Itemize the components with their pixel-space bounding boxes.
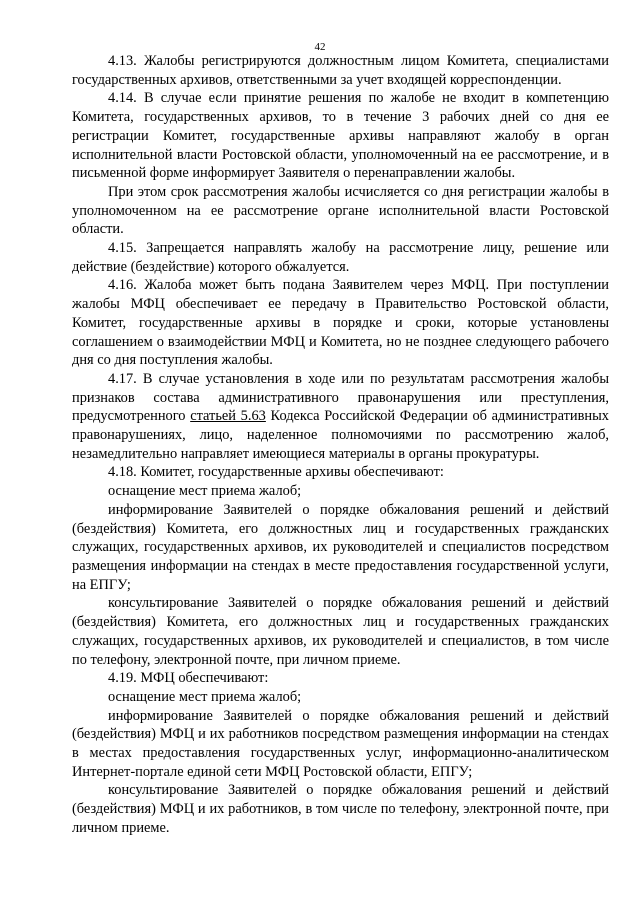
paragraph-4-18-item-equipment: оснащение мест приема жалоб;	[108, 483, 302, 500]
paragraph-4-19-item-consulting: консультирование Заявителей о порядке обжалования решений и действий (бездействия) МФЦ и их работников, в том числе по телефону, электронной почте, при личном приеме.	[72, 782, 609, 836]
paragraph-4-14: 4.14. В случае если принятие решения по жалобе не входит в компетенцию Комитета, государственных архивов, то в течение 3 рабочих дней со дня ее регистрации Комитет, государственные архивы направляют жалобу в орган исполнительной власти Ростовской области, уполномоченный на ее рассмотрение, и в письменной форме информирует Заявителя о перенаправлении жалобы.	[72, 90, 609, 182]
paragraph-4-14-term: При этом срок рассмотрения жалобы исчисляется со дня регистрации жалобы в уполномоченном на ее рассмотрение органе исполнительной власти Ростовской области.	[72, 183, 609, 238]
page-number: 42	[314, 41, 326, 53]
paragraph-4-18: 4.18. Комитет, государственные архивы обеспечивают:	[108, 464, 444, 481]
paragraph-4-19: 4.19. МФЦ обеспечивают:	[108, 670, 269, 687]
paragraph-4-17	[72, 370, 609, 464]
paragraph-4-18-item-informing: информирование Заявителей о порядке обжалования решений и действий (бездействия) Комитета, его должностных лиц и государственных гражданских служащих, государственных архивов, их руководителей и специалистов посредством размещения информации на стендах в месте предоставления государственной услуги, на ЕПГУ;	[72, 501, 609, 593]
paragraph-4-15: 4.15. Запрещается направлять жалобу на рассмотрение лицу, решение или действие (бездействие) которого обжалуется.	[72, 240, 609, 275]
paragraph-4-19-item-informing: информирование Заявителей о порядке обжалования решений и действий (бездействия) МФЦ и их работников посредством размещения информации на стендах в местах предоставления государственных услуг, информационно-аналитическом Интернет-портале единой сети МФЦ Ростовской области, ЕПГУ;	[72, 707, 609, 780]
paragraph-4-17-text-after: Кодекса Российской Федерации об административных правонарушениях, лицо, наделенное полномочиями по рассмотрению жалоб, незамедлительно направляет имеющиеся материалы в органы прокуратуры.	[72, 408, 609, 462]
paragraph-4-17-text-before: 4.17. В случае установления в ходе или по результатам рассмотрения жалобы признаков состава административного правонарушения или преступления, предусмотренного	[72, 370, 609, 425]
paragraph-4-16: 4.16. Жалоба может быть подана Заявителем через МФЦ. При поступлении жалобы МФЦ обеспечивает ее передачу в Правительство Ростовской области, Комитет, государственные архивы в порядке и сроки, которые установлены соглашением о взаимодействии МФЦ и Комитета, но не позднее следующего рабочего дня со дня поступления жалобы.	[72, 277, 609, 369]
paragraph-4-18-item-consulting: консультирование Заявителей о порядке обжалования решений и действий (бездействия) Комитета, его должностных лиц и государственных гражданских служащих, государственных архивов, их руководителей и специалистов, в том числе по телефону, электронной почте, при личном приеме.	[72, 595, 609, 668]
document-body	[72, 52, 609, 838]
paragraph-4-19-item-equipment: оснащение мест приема жалоб;	[108, 688, 302, 705]
article-link[interactable]: статьей 5.63	[190, 408, 266, 425]
paragraph-4-13: 4.13. Жалобы регистрируются должностным лицом Комитета, специалистами государственных архивов, ответственными за учет входящей корреспонденции.	[72, 53, 609, 88]
